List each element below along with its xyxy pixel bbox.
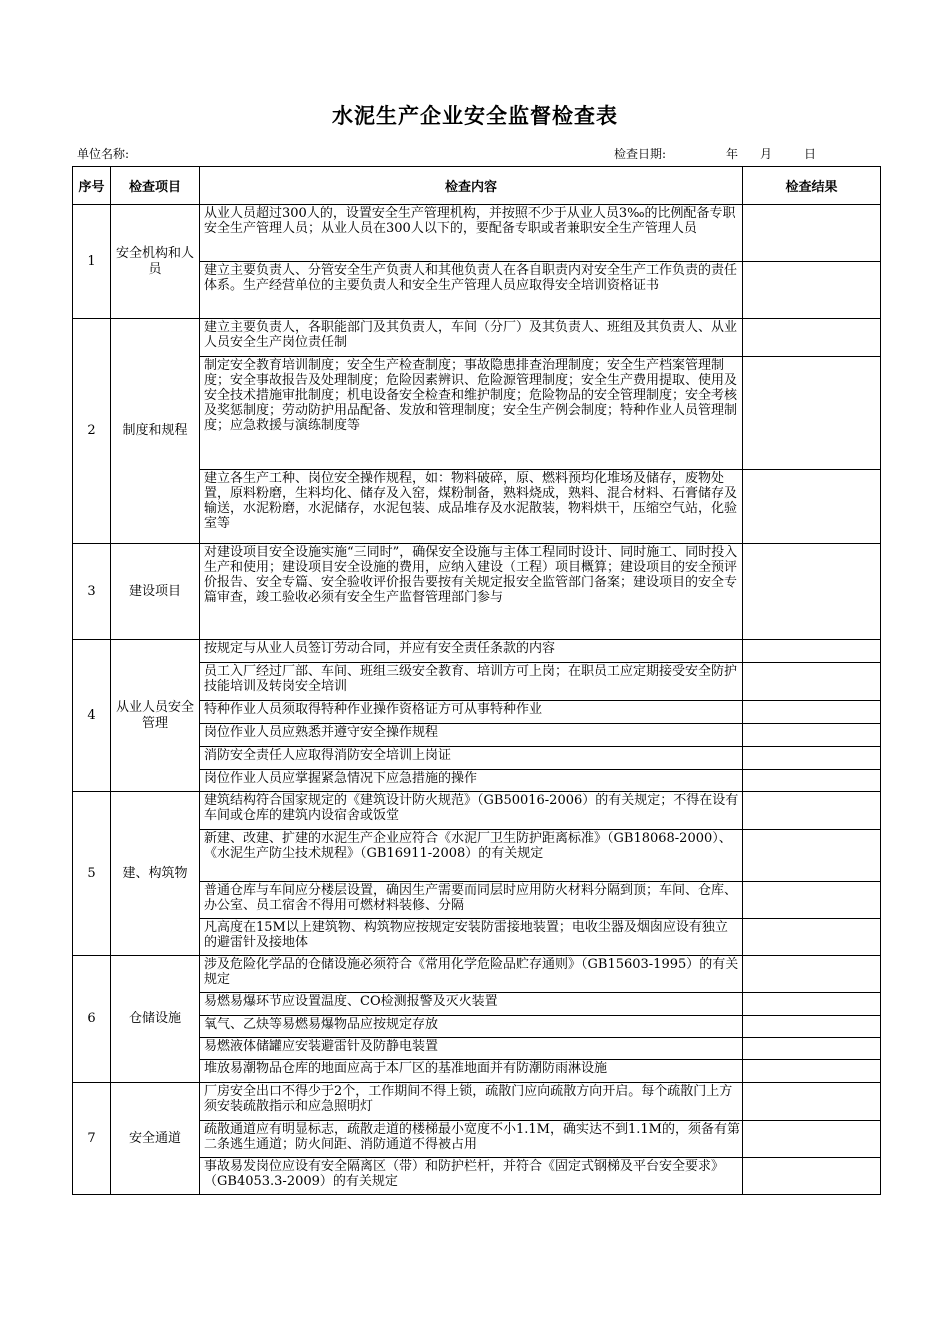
table-row [73, 319, 881, 357]
check-content: 事故易发岗位应设有安全隔离区（带）和防护栏杆，并符合《固定式钢梯及平台安全要求》（GB4053.3-2009）的有关规定 [200, 1158, 743, 1195]
table-row [73, 792, 881, 830]
check-content: 厂房安全出口不得少于2个，工作期间不得上锁，疏散门应向疏散方向开启。每个疏散门上方须安装疏散指示和应急照明灯 [200, 1083, 743, 1121]
table-row [73, 205, 881, 262]
check-content: 岗位作业人员应熟悉并遵守安全操作规程 [200, 724, 743, 747]
date-day: 日 [804, 147, 817, 161]
header-item: 检查项目 [111, 167, 200, 205]
section-number: 3 [73, 544, 111, 640]
check-content: 建筑结构符合国家规定的《建筑设计防火规范》（GB50016-2006）的有关规定；不得在设有车间或仓库的建筑内设宿舍或饭堂 [200, 792, 743, 830]
check-content: 氧气、乙炔等易燃易爆物品应按规定存放 [200, 1016, 743, 1038]
section-number: 6 [73, 956, 111, 1083]
section-item: 仓储设施 [111, 956, 200, 1083]
check-content: 岗位作业人员应掌握紧急情况下应急措施的操作 [200, 770, 743, 792]
check-content: 按规定与从业人员签订劳动合同，并应有安全责任条款的内容 [200, 640, 743, 663]
check-content: 堆放易潮物品仓库的地面应高于本厂区的基准地面并有防潮防雨淋设施 [200, 1060, 743, 1083]
check-content: 特种作业人员须取得特种作业操作资格证方可从事特种作业 [200, 701, 743, 724]
check-content: 建立主要负责人、分管安全生产负责人和其他负责人在各自职责内对安全生产工作负责的责任体系。生产经营单位的主要负责人和安全生产管理人员应取得安全培训资格证书 [200, 262, 743, 319]
header-result: 检查结果 [743, 167, 881, 205]
check-content: 普通仓库与车间应分楼层设置，确因生产需要而同层时应用防火材料分隔到顶；车间、仓库、办公室、员工宿舍不得用可燃材料装修、分隔 [200, 882, 743, 919]
check-result-cell[interactable] [743, 640, 881, 663]
check-result-cell[interactable] [743, 882, 881, 919]
page-title: 水泥生产企业安全监督检查表 [332, 104, 618, 128]
check-content: 凡高度在15M以上建筑物、构筑物应按规定安装防雷接地装置；电收尘器及烟囱应设有独立的避雷针及接地体 [200, 919, 743, 956]
table-body [73, 205, 881, 1195]
table-row [73, 640, 881, 663]
section-number: 5 [73, 792, 111, 956]
check-result-cell[interactable] [743, 724, 881, 747]
check-content: 涉及危险化学品的仓储设施必须符合《常用化学危险品贮存通则》（GB15603-1995）的有关规定 [200, 956, 743, 993]
section-number: 7 [73, 1083, 111, 1195]
section-item: 从业人员安全管理 [111, 640, 200, 792]
section-item: 制度和规程 [111, 319, 200, 544]
check-result-cell[interactable] [743, 956, 881, 993]
header-row [73, 167, 881, 205]
check-content: 疏散通道应有明显标志，疏散走道的楼梯最小宽度不小1.1M，确实达不到1.1M的，须备有第二条逃生通道；防火间距、消防通道不得被占用 [200, 1121, 743, 1158]
check-result-cell[interactable] [743, 357, 881, 470]
inspection-date-label: 检查日期: [614, 147, 667, 161]
header-content: 检查内容 [200, 167, 743, 205]
section-item: 安全机构和人员 [111, 205, 200, 319]
header-seq: 序号 [73, 167, 111, 205]
unit-name-label: 单位名称: [77, 147, 130, 161]
check-content: 消防安全责任人应取得消防安全培训上岗证 [200, 747, 743, 770]
section-number: 4 [73, 640, 111, 792]
date-year: 年 [726, 147, 739, 161]
section-item: 建设项目 [111, 544, 200, 640]
check-content: 新建、改建、扩建的水泥生产企业应符合《水泥厂卫生防护距离标准》（GB18068-2000）、《水泥生产防尘技术规程》（GB16911-2008）的有关规定 [200, 830, 743, 882]
check-result-cell[interactable] [743, 205, 881, 262]
check-result-cell[interactable] [743, 544, 881, 640]
check-result-cell[interactable] [743, 1060, 881, 1083]
check-result-cell[interactable] [743, 1121, 881, 1158]
check-result-cell[interactable] [743, 747, 881, 770]
section-item: 安全通道 [111, 1083, 200, 1195]
check-content: 易燃易爆环节应设置温度、CO检测报警及灭火装置 [200, 993, 743, 1016]
check-result-cell[interactable] [743, 993, 881, 1016]
check-content: 对建设项目安全设施实施“三同时”，确保安全设施与主体工程同时设计、同时施工、同时投入生产和使用；建设项目安全设施的费用，应纳入建设（工程）项目概算；建设项目的安全预评价报告、安全专篇、安全验收评价报告要按有关规定报安全监管部门备案；建设项目的安全专篇审查，竣工验收必须有安全生产监督管理部门参与 [200, 544, 743, 640]
check-result-cell[interactable] [743, 470, 881, 544]
check-content: 建立各生产工种、岗位安全操作规程，如：物料破碎，原、燃料预均化堆场及储存，废物处置，原料粉磨，生料均化、储存及入窑，煤粉制备，熟料烧成，熟料、混合材料、石膏储存及输送，水泥粉磨，水泥储存，水泥包装、成品堆存及水泥散装，物料烘干，压缩空气站，化验室等 [200, 470, 743, 544]
check-result-cell[interactable] [743, 1016, 881, 1038]
section-number: 2 [73, 319, 111, 544]
check-result-cell[interactable] [743, 830, 881, 882]
check-content: 易燃液体储罐应安装避雷针及防静电装置 [200, 1038, 743, 1060]
section-item: 建、构筑物 [111, 792, 200, 956]
table-row [73, 1083, 881, 1121]
check-content: 员工入厂经过厂部、车间、班组三级安全教育、培训方可上岗；在职员工应定期接受安全防护技能培训及转岗安全培训 [200, 663, 743, 701]
check-content: 建立主要负责人，各职能部门及其负责人，车间（分厂）及其负责人、班组及其负责人、从业人员安全生产岗位责任制 [200, 319, 743, 357]
check-result-cell[interactable] [743, 262, 881, 319]
check-result-cell[interactable] [743, 1158, 881, 1195]
check-result-cell[interactable] [743, 770, 881, 792]
inspection-table [72, 166, 881, 1195]
section-number: 1 [73, 205, 111, 319]
check-result-cell[interactable] [743, 701, 881, 724]
check-content: 从业人员超过300人的，设置安全生产管理机构，并按照不少于从业人员3‰的比例配备专职安全生产管理人员；从业人员在300人以下的，要配备专职或者兼职安全生产管理人员 [200, 205, 743, 262]
date-month: 月 [760, 147, 773, 161]
check-result-cell[interactable] [743, 792, 881, 830]
table-row [73, 956, 881, 993]
inspection-date [614, 145, 816, 162]
check-result-cell[interactable] [743, 663, 881, 701]
check-content: 制定安全教育培训制度；安全生产检查制度；事故隐患排查治理制度；安全生产档案管理制度；安全事故报告及处理制度；危险因素辨识、危险源管理制度；安全生产费用提取、使用及安全技术措施审批制度；机电设备安全检查和维护制度；危险物品的安全管理制度；安全考核及奖惩制度；劳动防护用品配备、发放和管理制度；安全生产例会制度；特种作业人员管理制度；应急救援与演练制度等 [200, 357, 743, 470]
check-result-cell[interactable] [743, 1083, 881, 1121]
check-result-cell[interactable] [743, 319, 881, 357]
check-result-cell[interactable] [743, 919, 881, 956]
check-result-cell[interactable] [743, 1038, 881, 1060]
table-row [73, 544, 881, 640]
